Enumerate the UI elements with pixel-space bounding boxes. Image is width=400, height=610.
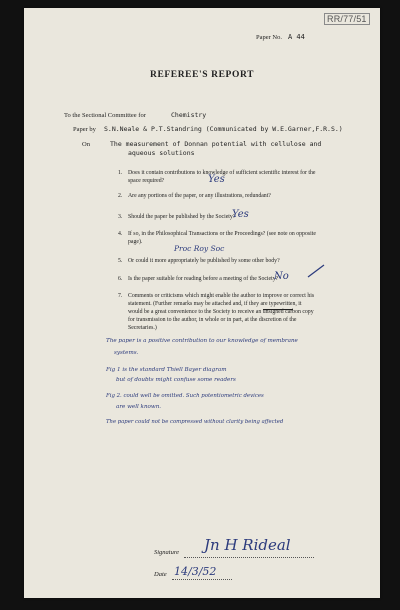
comment-line: The paper is a positive contribution to our knowledge of membrane [106, 338, 298, 344]
committee-label: To the Sectional Committee for [64, 112, 146, 119]
question-5 [118, 257, 368, 267]
question-text: for transmission to the author, in whole or in part, at the discretion of the [128, 317, 297, 323]
question-text: would be a great convenience to the Society to receive an unsigned carbon copy [128, 309, 314, 315]
question-4 [118, 230, 368, 248]
comment-line: Fig 2. could well be omitted. Such potentiometric devices [106, 393, 264, 399]
date-handwritten: 14/3/52 [174, 565, 217, 578]
question-text: Comments or criticisms which might enable the author to improve or correct his [128, 293, 315, 299]
question-text: page). [128, 239, 143, 245]
question-text: Should the paper be published by the Society? [128, 214, 236, 220]
answer-3-handwritten: Yes [232, 209, 249, 220]
question-text: Is the paper suitable for reading before a meeting of the Society? [128, 276, 279, 282]
signature-label: Signature [154, 549, 180, 556]
page-title: REFEREE'S REPORT [149, 70, 255, 80]
question-number: 1. [118, 170, 123, 176]
answer-4-handwritten: Proc Roy Soc [174, 244, 225, 253]
question-text: Does it contain contributions to knowledge of sufficient scientific interest for the [128, 170, 316, 176]
date-line [172, 579, 232, 580]
committee-value: Chemistry [171, 111, 207, 119]
question-1 [118, 169, 368, 187]
question-text: statement. (Further remarks may be attached and, if they are typewritten, it [128, 301, 302, 307]
question-number: 2. [118, 193, 123, 199]
on-value-line2: aqueous solutions [128, 149, 195, 157]
reference-stamp: RR/77/51 [324, 13, 370, 25]
paper-number-value: A 44 [288, 33, 305, 41]
signature-line [184, 557, 314, 558]
paper-by-value: S.N.Neale & P.T.Standring (Communicated by W.E.Garner,F.R.S.) [104, 125, 343, 133]
question-number: 5. [118, 258, 123, 264]
question-text: Or could it more appropriately be published by some other body? [128, 258, 280, 264]
question-text: Secretaries.) [128, 325, 157, 331]
question-number: 7. [118, 293, 123, 299]
referee-report-sheet [24, 8, 380, 598]
question-6 [118, 275, 368, 285]
question-text: space required? [128, 178, 165, 184]
question-text: If so, in the Philosophical Transactions or the Proceedings? (see note on opposite [128, 231, 316, 237]
answer-6-handwritten: No [274, 271, 289, 282]
paper-by-label: Paper by [73, 126, 96, 133]
comment-line: The paper could not be compressed without clarity being affected [106, 419, 284, 425]
paper-number-label: Paper No. [256, 34, 282, 41]
comment-line: but of doubts might confuse some readers [116, 377, 236, 383]
on-value-line1: The measurement of Donnan potential with cellulose and [110, 140, 322, 148]
comment-line: are well known. [116, 404, 162, 410]
comment-line: systems. [114, 350, 139, 356]
question-7 [118, 292, 378, 334]
answer-1-handwritten: Yes [208, 174, 225, 185]
paper-number [256, 33, 305, 41]
date-label: Date [154, 571, 167, 578]
comment-line: Fig 1 is the standard Thiell Bayer diagram [106, 367, 227, 373]
signature-handwritten: Jn H Rideal [204, 536, 291, 554]
question-text: Are any portions of the paper, or any illustrations, redundant? [128, 193, 271, 199]
unsigned-underline [263, 309, 293, 310]
question-number: 6. [118, 276, 123, 282]
check-mark-icon [306, 263, 326, 279]
on-label: On [82, 141, 90, 148]
question-number: 4. [118, 231, 123, 237]
question-number: 3. [118, 214, 123, 220]
question-2 [118, 192, 368, 202]
